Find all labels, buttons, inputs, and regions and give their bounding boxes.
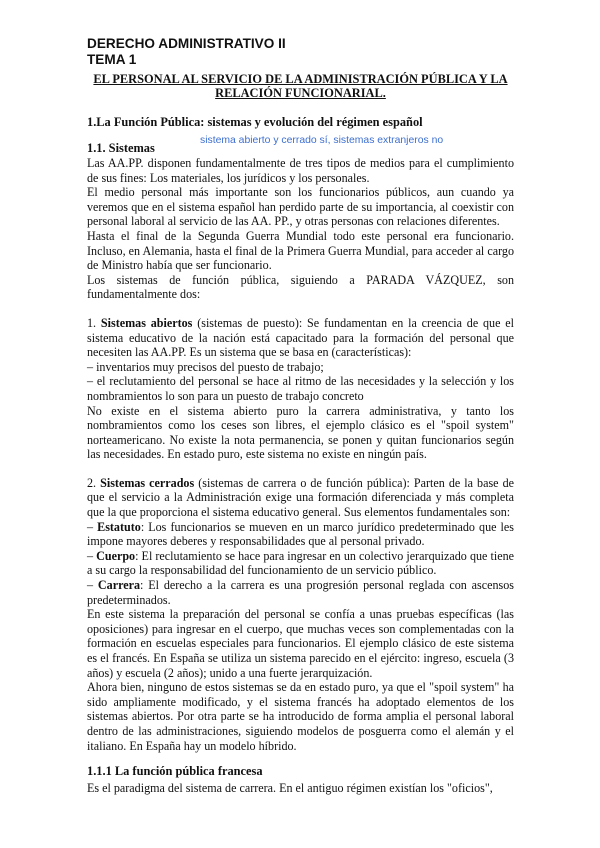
subsection-title: 1.1.1 La función pública francesa [87,764,263,779]
element-term: Estatuto [97,519,141,534]
open-closing-paragraph: No existe en el sistema abierto puro la carrera administrativa, y tanto los nombramientos como los ceses son libres, el ejemplo clásico es el "spoil system" norteamericano. No existe la nota permanencia, se ponen y quitan funcionarios según las necesidades. En estado puro, este sistema no existe en ningún país. [87,403,514,462]
open-systems-paragraph [87,316,514,360]
spacer [87,302,514,316]
document-page [87,36,514,796]
intro-paragraph: El medio personal más importante son los funcionarios públicos, aun cuando ya veremos que en el sistema español han perdido parte de su importancia, al coexistir con personal laboral al servicio de las AA. PP., y otras personas con relaciones diferentes. [87,185,514,229]
element-text: : El derecho a la carrera es una progresión personal reglada con ascensos predeterminados. [87,578,514,607]
margin-annotation: sistema abierto y cerrado sí, sistemas extranjeros no [200,135,444,146]
french-paragraph: Es el paradigma del sistema de carrera. En el antiguo régimen existían los "oficios", [87,781,493,796]
intro-paragraph: Hasta el final de la Segunda Guerra Mundial todo este personal era funcionario. Incluso, en Alemania, hasta el final de la Primera Guerra Mundial, para acceder al cargo de Ministro había que ser funcionario. [87,228,514,273]
open-term: Sistemas abiertos [100,315,193,330]
list-item: – Carrera: El derecho a la carrera es una progresión personal reglada con ascensos predeterminados. [87,578,514,607]
closed-paragraph: En este sistema la preparación del personal se confía a unas pruebas específicas (las oposiciones) para ingresar en el cuerpo, que muchas veces son complementadas con la formación en escuelas especiales para funcionarios. El ejemplo clásico de este sistema es el francés. En España se utiliza un sistema parecido en el ejército: ingreso, escuela (3 años) y escuela (2 años); unido a una fuerte jerarquización. [87,607,514,680]
intro-paragraph: Los sistemas de función pública, siguiendo a PARADA VÁZQUEZ, son fundamentalmente dos: [87,272,514,302]
intro-paragraph: Las AA.PP. disponen fundamentalmente de tres tipos de medios para el cumplimiento de sus fines: Los materiales, los jurídicos y los personales. [87,156,514,185]
list-item: – inventarios muy precisos del puesto de trabajo; [87,359,324,374]
closed-term: Sistemas cerrados [100,475,195,490]
open-text: (sistemas de puesto): Se fundamentan en la creencia de que el sistema educativo de la nación está capacitado para la formación del personal que necesiten las AA.PP. Es un sistema que se basa en (características): [87,315,515,360]
closed-num: 2. [87,475,97,490]
subject-heading: DERECHO ADMINISTRATIVO II [87,36,286,51]
list-item: – el reclutamiento del personal se hace al ritmo de las necesidades y la selección y los nombramientos lo son para un puesto de trabajo concreto [87,374,514,403]
document-title: EL PERSONAL AL SERVICIO DE LA ADMINISTRACIÓN PÚBLICA Y LA RELACIÓN FUNCIONARIAL. [93,72,508,100]
open-num: 1. [87,315,97,330]
spacer [87,753,514,763]
element-text: : El reclutamiento se hace para ingresar en un colectivo jerarquizado que tiene a su cargo la responsabilidad del funcionamiento de un servicio público. [87,548,514,578]
closed-text: (sistemas de carrera o de función pública): Parten de la base de que el servicio a la Administración exige una formación diferenciada y más completa que la que proporciona el sistema educativo general. Sus elementos fundamentales son: [87,475,514,520]
element-text: : Los funcionarios se mueven en un marco jurídico predeterminado que les impone mayores deberes y responsabilidades que al personal privado. [87,519,514,549]
list-item: – Cuerpo: El reclutamiento se hace para ingresar en un colectivo jerarquizado que tiene a su cargo la responsabilidad del funcionamiento de un servicio público. [87,548,514,578]
spacer [87,462,514,476]
subsection-title: 1.1. Sistemas [87,141,155,155]
tema-heading: TEMA 1 [87,52,137,67]
section-heading: 1.La Función Pública: sistemas y evolución del régimen español [87,115,423,129]
closed-paragraph: Ahora bien, ninguno de estos sistemas se da en estado puro, ya que el "spoil system" ha sido ampliamente modificado, y el sistema francés ha adoptado elementos de los sistemas abiertos. Por otra parte se ha introducido de forma amplia el personal laboral dentro de las administraciones, siguiendo modelos de posguerra como el alemán y el italiano. En España hay un modelo híbrido. [87,680,514,753]
element-term: Cuerpo [96,548,136,563]
list-item: – Estatuto: Los funcionarios se mueven en un marco jurídico predeterminado que les impone mayores deberes y responsabilidades que al personal privado. [87,519,514,549]
subsection-header [87,135,514,156]
element-term: Carrera [97,578,141,593]
closed-systems-paragraph [87,476,514,520]
